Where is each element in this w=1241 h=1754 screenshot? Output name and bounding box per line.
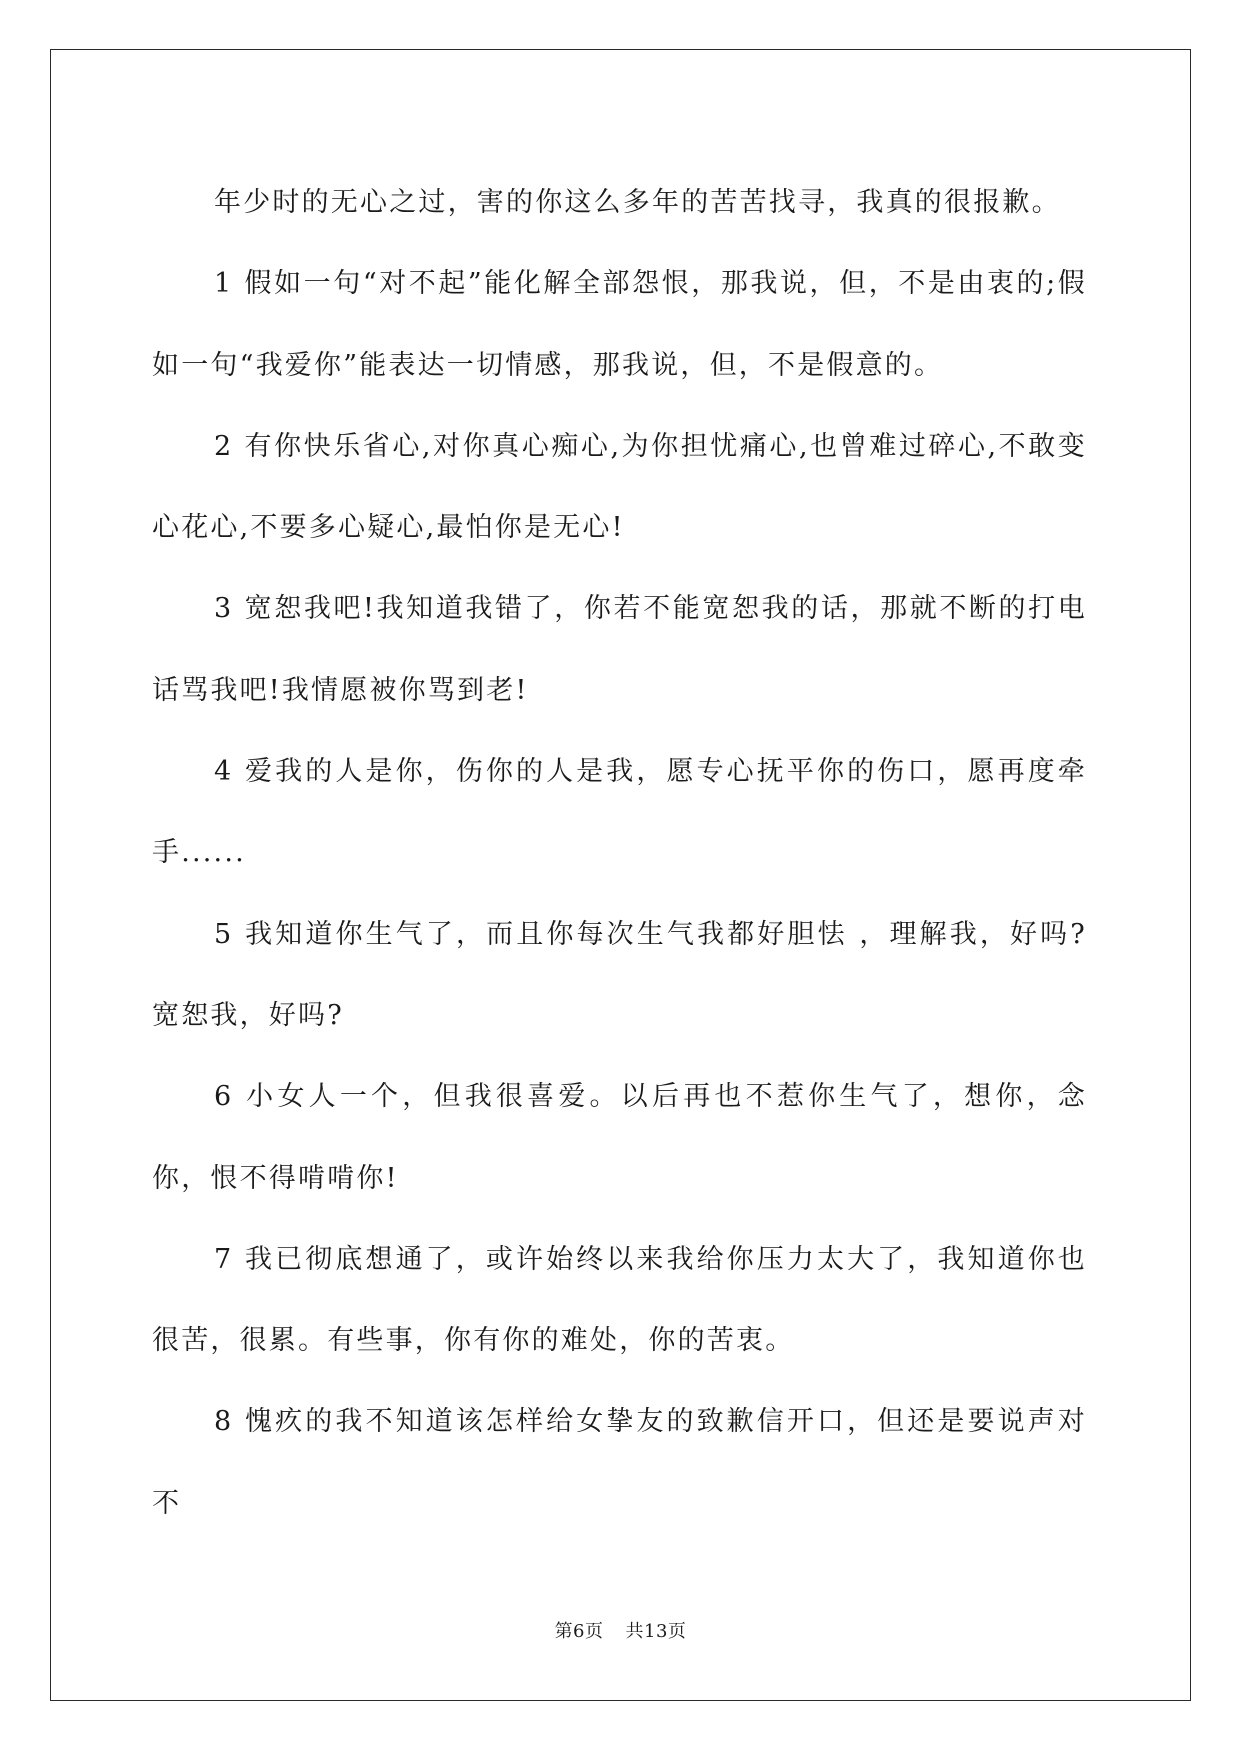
paragraph-2: 2 有你快乐省心,对你真心痴心,为你担忧痛心,也曾难过碎心,不敢变心花心,不要多心疑心,最怕你是无心! [152, 430, 1087, 544]
page-total: 共13页 [625, 1621, 687, 1642]
page-footer [0, 1617, 1241, 1643]
page-number: 第6页 [554, 1621, 604, 1642]
paragraph-7: 7 我已彻底想通了，或许始终以来我给你压力太大了，我知道你也很苦，很累。有些事，你有你的难处，你的苦衷。 [152, 1243, 1087, 1357]
paragraph-3: 3 宽恕我吧!我知道我错了，你若不能宽恕我的话，那就不断的打电话骂我吧!我情愿被你骂到老! [152, 593, 1087, 706]
paragraph-8: 8 愧疚的我不知道该怎样给女挚友的致歉信开口，但还是要说声对不 [152, 1406, 1087, 1519]
document-body [152, 162, 1087, 1544]
paragraph-1: 1 假如一句“对不起”能化解全部怨恨，那我说，但，不是由衷的;假如一句“我爱你”能表达一切情感，那我说，但，不是假意的。 [152, 268, 1087, 381]
paragraph-4: 4 爱我的人是你，伤你的人是我，愿专心抚平你的伤口，愿再度牵手...... [152, 756, 1087, 869]
paragraph-intro: 年少时的无心之过，害的你这么多年的苦苦找寻，我真的很报歉。 [214, 187, 1061, 218]
paragraph-5: 5 我知道你生气了，而且你每次生气我都好胆怯 ，理解我，好吗?宽恕我，好吗? [152, 918, 1087, 1031]
paragraph-6: 6 小女人一个，但我很喜爱。以后再也不惹你生气了，想你，念你，恨不得啃啃你! [152, 1081, 1087, 1194]
